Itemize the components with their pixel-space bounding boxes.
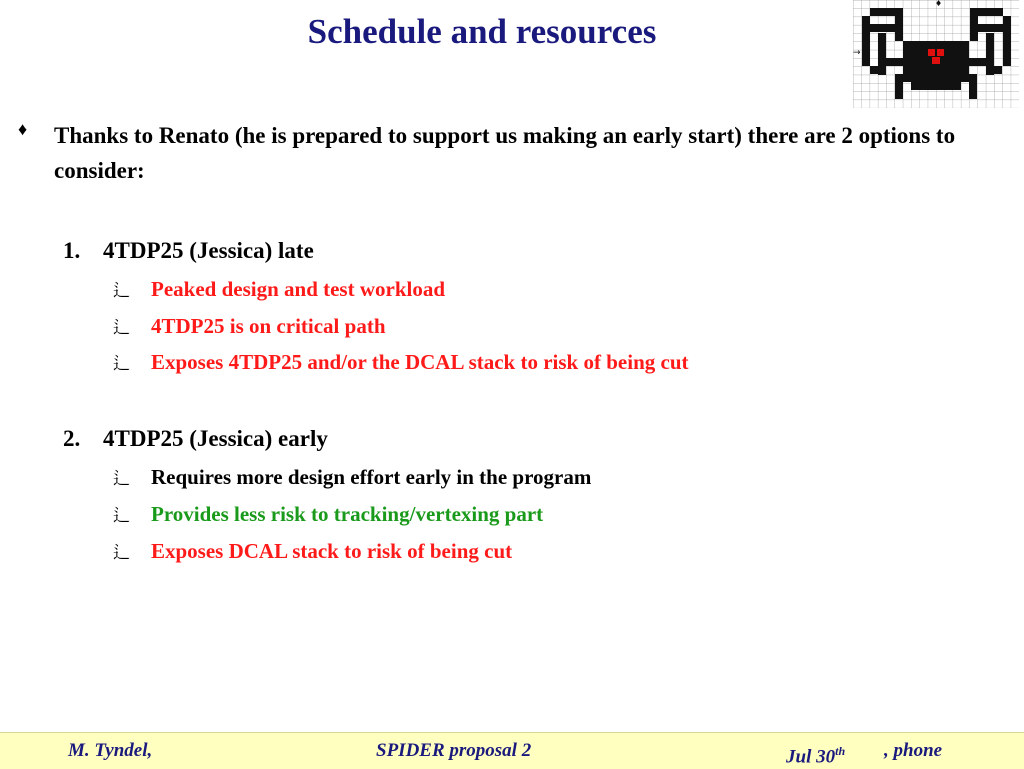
point-text: 4TDP25 is on critical path (151, 314, 386, 338)
option-number: 2. (63, 426, 81, 451)
option-1-point-3 (113, 348, 689, 378)
arrow-bullet-icon: ⻍ (113, 469, 130, 489)
point-text: Requires more design effort early in the program (151, 465, 592, 489)
svg-text:♦: ♦ (935, 0, 943, 8)
arrow-bullet-icon: ⻍ (113, 543, 130, 563)
point-text: Provides less risk to tracking/vertexing part (151, 502, 544, 526)
point-text: Peaked design and test workload (151, 277, 446, 301)
option-1-point-2 (113, 312, 386, 342)
point-text: Exposes DCAL stack to risk of being cut (151, 539, 513, 563)
footer-date-sup: th (835, 744, 846, 758)
footer-title: SPIDER proposal 2 (376, 740, 532, 761)
arrow-bullet-icon: ⻍ (113, 354, 130, 374)
footer-author: M. Tyndel, (68, 740, 153, 761)
arrow-bullet-icon: ⻍ (113, 318, 130, 338)
svg-text:→: → (853, 48, 861, 58)
option-1 (63, 236, 314, 266)
point-text: Exposes 4TDP25 and/or the DCAL stack to risk of being cut (151, 350, 689, 374)
option-2-point-1 (113, 463, 591, 493)
option-2-point-2 (113, 500, 543, 530)
intro-text: Thanks to Renato (he is prepared to support us making an early start) there are 2 options to consider: (54, 123, 956, 183)
option-2 (63, 424, 328, 454)
option-1-point-1 (113, 275, 445, 305)
slide-title: Schedule and resources (307, 12, 657, 51)
arrow-bullet-icon: ⻍ (113, 506, 130, 526)
footer-phone: , phone (884, 740, 943, 761)
option-number: 1. (63, 238, 81, 263)
spider-logo-icon (853, 0, 1019, 108)
diamond-bullet-icon: ♦ (18, 119, 28, 139)
footer-date-main: Jul 30 (786, 746, 836, 768)
footer-date (786, 739, 845, 769)
option-label: 4TDP25 (Jessica) late (103, 238, 314, 263)
option-label: 4TDP25 (Jessica) early (103, 426, 328, 451)
arrow-bullet-icon: ⻍ (113, 281, 130, 301)
slide-footer (0, 732, 1024, 769)
option-2-point-3 (113, 537, 512, 567)
